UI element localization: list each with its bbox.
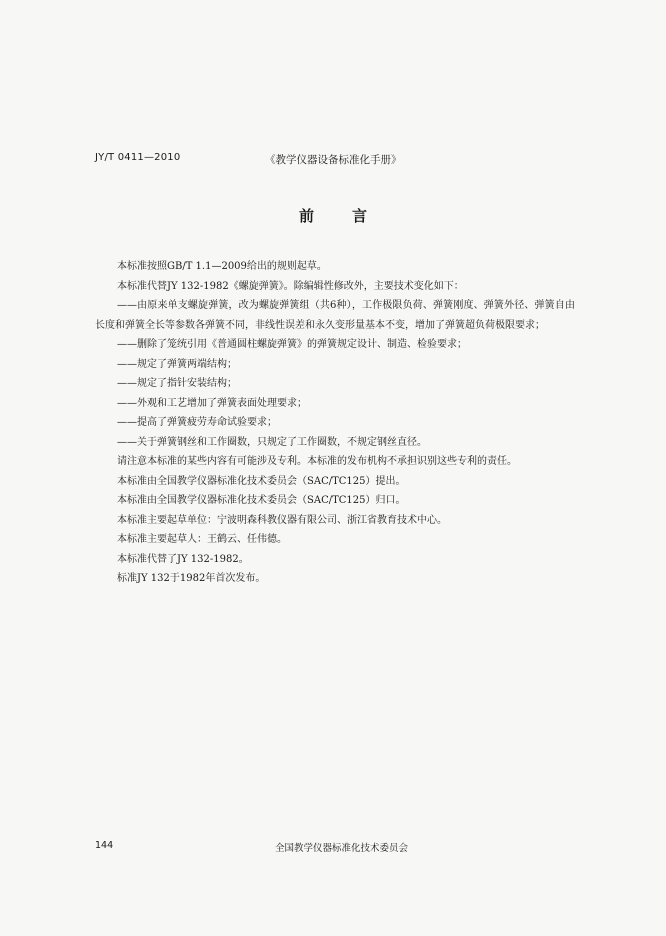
list-item-spring-group: ——由原来单支螺旋弹簧，改为螺旋弹簧组（共6种），工作极限负荷、弹簧刚度、弹簧外径、弹簧自由长度和弹簧全长等参数各弹簧不同，非线性误差和永久变形量基本不变，增加了弹簧超负荷极限要求； bbox=[95, 300, 575, 331]
paragraph-first-issue: 标准JY 132于1982年首次发布。 bbox=[117, 573, 266, 584]
committee-name: 全国教学仪器标准化技术委员会 bbox=[275, 843, 409, 854]
section-title: 前言 bbox=[298, 207, 405, 225]
standard-code: JY/T 0411—2010 bbox=[95, 152, 181, 163]
paragraph-administered-by: 本标准由全国教学仪器标准化技术委员会（SAC/TC125）归口。 bbox=[117, 495, 406, 506]
list-item-surface-treatment: ——外观和工艺增加了弹簧表面处理要求； bbox=[117, 397, 307, 409]
list-item-removed-reference: ——删除了笼统引用《普通圆柱螺旋弹簧》的弹簧规定设计、制造、检验要求； bbox=[117, 339, 467, 350]
paragraph-patent-notice: 请注意本标准的某些内容有可能涉及专利。本标准的发布机构不承担识别这些专利的责任。 bbox=[117, 456, 517, 467]
page-number: 144 bbox=[95, 840, 114, 851]
page-header bbox=[95, 152, 575, 168]
list-item-fatigue-test: ——提高了弹簧疲劳寿命试验要求； bbox=[117, 417, 277, 428]
foreword-body bbox=[95, 257, 575, 589]
paragraph-proposed-by: 本标准由全国教学仪器标准化技术委员会（SAC/TC125）提出。 bbox=[117, 475, 406, 487]
handbook-title: 《教学仪器设备标准化手册》 bbox=[265, 154, 402, 166]
paragraph-supersedes: 本标准代替了JY 132-1982。 bbox=[117, 553, 249, 565]
paragraph-drafters: 本标准主要起草人：王鹤云、任伟德。 bbox=[117, 534, 287, 545]
list-item-pointer-mount: ——规定了指针安装结构； bbox=[117, 378, 237, 389]
paragraph-drafting-rules: 本标准按照GB/T 1.1—2009给出的规则起草。 bbox=[117, 261, 327, 272]
page-footer bbox=[95, 840, 575, 856]
list-item-end-structure: ——规定了弹簧两端结构； bbox=[117, 358, 237, 370]
paragraph-replaces: 本标准代替JY 132-1982《螺旋弹簧》。除编辑性修改外，主要技术变化如下： bbox=[117, 280, 464, 292]
list-item-wire-coils: ——关于弹簧钢丝和工作圈数，只规定了工作圈数，不规定钢丝直径。 bbox=[117, 436, 427, 448]
paragraph-drafting-units: 本标准主要起草单位：宁波明森科教仪器有限公司、浙江省教育技术中心。 bbox=[117, 514, 447, 526]
